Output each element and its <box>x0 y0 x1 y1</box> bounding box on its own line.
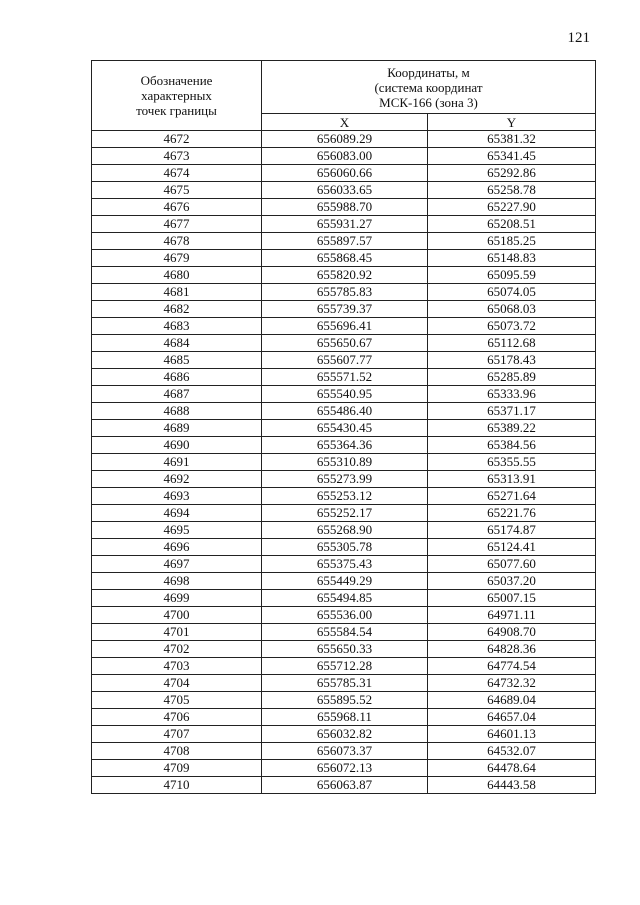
header-coords-line-1: Координаты, м <box>387 64 470 80</box>
x-coordinate-cell: 655252.17 <box>262 505 428 522</box>
point-id-cell: 4690 <box>92 437 262 454</box>
y-coordinate-cell: 64601.13 <box>428 726 596 743</box>
x-coordinate-cell: 655584.54 <box>262 624 428 641</box>
y-coordinate-cell: 65178.43 <box>428 352 596 369</box>
table-row <box>92 607 596 624</box>
y-coordinate-cell: 65389.22 <box>428 420 596 437</box>
y-coordinate-cell: 65221.76 <box>428 505 596 522</box>
point-id-cell: 4673 <box>92 148 262 165</box>
x-coordinate-cell: 655650.33 <box>262 641 428 658</box>
x-coordinate-cell: 655868.45 <box>262 250 428 267</box>
x-coordinate-cell: 655739.37 <box>262 301 428 318</box>
page-number: 121 <box>567 30 590 46</box>
point-id-cell: 4703 <box>92 658 262 675</box>
coordinates-table <box>91 60 596 794</box>
y-coordinate-cell: 65148.83 <box>428 250 596 267</box>
point-id-cell: 4696 <box>92 539 262 556</box>
point-id-cell: 4692 <box>92 471 262 488</box>
y-coordinate-cell: 65073.72 <box>428 318 596 335</box>
point-id-cell: 4677 <box>92 216 262 233</box>
y-coordinate-cell: 65068.03 <box>428 301 596 318</box>
header-point-designation <box>92 61 262 131</box>
point-id-cell: 4686 <box>92 369 262 386</box>
y-coordinate-cell: 65174.87 <box>428 522 596 539</box>
header-point-line-1: Обозначение <box>140 73 213 88</box>
point-id-cell: 4706 <box>92 709 262 726</box>
x-coordinate-cell: 656089.29 <box>262 131 428 148</box>
table-row <box>92 726 596 743</box>
point-id-cell: 4688 <box>92 403 262 420</box>
table-row <box>92 369 596 386</box>
point-id-cell: 4674 <box>92 165 262 182</box>
y-coordinate-cell: 64443.58 <box>428 777 596 794</box>
x-coordinate-cell: 656032.82 <box>262 726 428 743</box>
x-coordinate-cell: 655273.99 <box>262 471 428 488</box>
table-row <box>92 199 596 216</box>
point-id-cell: 4710 <box>92 777 262 794</box>
header-point-line-3: точек границы <box>136 103 217 118</box>
y-coordinate-cell: 65355.55 <box>428 454 596 471</box>
x-coordinate-cell: 656073.37 <box>262 743 428 760</box>
y-coordinate-cell: 65271.64 <box>428 488 596 505</box>
table-row <box>92 743 596 760</box>
point-id-cell: 4698 <box>92 573 262 590</box>
table-row <box>92 488 596 505</box>
x-coordinate-cell: 655375.43 <box>262 556 428 573</box>
x-coordinate-cell: 656083.00 <box>262 148 428 165</box>
table-row <box>92 641 596 658</box>
y-coordinate-cell: 64657.04 <box>428 709 596 726</box>
table-row <box>92 505 596 522</box>
x-coordinate-cell: 655268.90 <box>262 522 428 539</box>
table-row <box>92 454 596 471</box>
table-row <box>92 437 596 454</box>
table-row <box>92 692 596 709</box>
table-row <box>92 165 596 182</box>
point-id-cell: 4681 <box>92 284 262 301</box>
x-coordinate-cell: 655968.11 <box>262 709 428 726</box>
point-id-cell: 4675 <box>92 182 262 199</box>
y-coordinate-cell: 65371.17 <box>428 403 596 420</box>
table-row <box>92 709 596 726</box>
y-coordinate-cell: 65381.32 <box>428 131 596 148</box>
y-coordinate-cell: 65077.60 <box>428 556 596 573</box>
y-coordinate-cell: 65037.20 <box>428 573 596 590</box>
point-id-cell: 4684 <box>92 335 262 352</box>
point-id-cell: 4685 <box>92 352 262 369</box>
x-coordinate-cell: 655540.95 <box>262 386 428 403</box>
point-id-cell: 4691 <box>92 454 262 471</box>
table-row <box>92 216 596 233</box>
table-row <box>92 284 596 301</box>
point-id-cell: 4704 <box>92 675 262 692</box>
table-row <box>92 777 596 794</box>
point-id-cell: 4707 <box>92 726 262 743</box>
x-coordinate-cell: 656033.65 <box>262 182 428 199</box>
table-row <box>92 522 596 539</box>
x-coordinate-cell: 655449.29 <box>262 573 428 590</box>
table-row <box>92 471 596 488</box>
point-id-cell: 4700 <box>92 607 262 624</box>
y-coordinate-cell: 64689.04 <box>428 692 596 709</box>
table-row <box>92 335 596 352</box>
point-id-cell: 4709 <box>92 760 262 777</box>
table-row <box>92 301 596 318</box>
y-coordinate-cell: 65258.78 <box>428 182 596 199</box>
x-coordinate-cell: 655895.52 <box>262 692 428 709</box>
y-coordinate-cell: 65124.41 <box>428 539 596 556</box>
x-coordinate-cell: 655571.52 <box>262 369 428 386</box>
point-id-cell: 4695 <box>92 522 262 539</box>
x-coordinate-cell: 655305.78 <box>262 539 428 556</box>
table-row <box>92 760 596 777</box>
y-coordinate-cell: 65313.91 <box>428 471 596 488</box>
header-coordinates-group <box>262 61 596 114</box>
table-row <box>92 539 596 556</box>
y-coordinate-cell: 64908.70 <box>428 624 596 641</box>
x-coordinate-cell: 655897.57 <box>262 233 428 250</box>
x-coordinate-cell: 655310.89 <box>262 454 428 471</box>
point-id-cell: 4680 <box>92 267 262 284</box>
table-row <box>92 352 596 369</box>
y-coordinate-cell: 65112.68 <box>428 335 596 352</box>
point-id-cell: 4701 <box>92 624 262 641</box>
table-row <box>92 318 596 335</box>
x-coordinate-cell: 655785.83 <box>262 284 428 301</box>
table-row <box>92 420 596 437</box>
y-coordinate-cell: 65384.56 <box>428 437 596 454</box>
point-id-cell: 4705 <box>92 692 262 709</box>
y-coordinate-cell: 64478.64 <box>428 760 596 777</box>
y-coordinate-cell: 65292.86 <box>428 165 596 182</box>
table-row <box>92 590 596 607</box>
table-row <box>92 182 596 199</box>
x-coordinate-cell: 655536.00 <box>262 607 428 624</box>
x-coordinate-cell: 655650.67 <box>262 335 428 352</box>
x-coordinate-cell: 655785.31 <box>262 675 428 692</box>
header-coords-line-3: МСК-166 (зона 3) <box>379 94 478 110</box>
y-coordinate-cell: 65227.90 <box>428 199 596 216</box>
x-coordinate-cell: 655712.28 <box>262 658 428 675</box>
y-coordinate-cell: 65074.05 <box>428 284 596 301</box>
x-coordinate-cell: 655253.12 <box>262 488 428 505</box>
table-row <box>92 267 596 284</box>
x-coordinate-cell: 655696.41 <box>262 318 428 335</box>
point-id-cell: 4678 <box>92 233 262 250</box>
header-y: Y <box>428 114 596 131</box>
table-row <box>92 386 596 403</box>
point-id-cell: 4694 <box>92 505 262 522</box>
y-coordinate-cell: 64971.11 <box>428 607 596 624</box>
table-row <box>92 556 596 573</box>
x-coordinate-cell: 655988.70 <box>262 199 428 216</box>
point-id-cell: 4679 <box>92 250 262 267</box>
point-id-cell: 4702 <box>92 641 262 658</box>
header-coords-line-2: (система координат <box>374 79 483 95</box>
point-id-cell: 4687 <box>92 386 262 403</box>
point-id-cell: 4672 <box>92 131 262 148</box>
x-coordinate-cell: 655931.27 <box>262 216 428 233</box>
table-row <box>92 148 596 165</box>
table-row <box>92 675 596 692</box>
table-row <box>92 131 596 148</box>
y-coordinate-cell: 64532.07 <box>428 743 596 760</box>
header-point-line-2: характерных <box>141 88 212 103</box>
y-coordinate-cell: 65185.25 <box>428 233 596 250</box>
header-x: X <box>262 114 428 131</box>
x-coordinate-cell: 655486.40 <box>262 403 428 420</box>
y-coordinate-cell: 64828.36 <box>428 641 596 658</box>
x-coordinate-cell: 656060.66 <box>262 165 428 182</box>
x-coordinate-cell: 655430.45 <box>262 420 428 437</box>
x-coordinate-cell: 656072.13 <box>262 760 428 777</box>
x-coordinate-cell: 656063.87 <box>262 777 428 794</box>
table-row <box>92 624 596 641</box>
y-coordinate-cell: 64774.54 <box>428 658 596 675</box>
y-coordinate-cell: 65007.15 <box>428 590 596 607</box>
table-body <box>92 131 596 794</box>
y-coordinate-cell: 65095.59 <box>428 267 596 284</box>
point-id-cell: 4697 <box>92 556 262 573</box>
y-coordinate-cell: 65341.45 <box>428 148 596 165</box>
y-coordinate-cell: 65208.51 <box>428 216 596 233</box>
x-coordinate-cell: 655494.85 <box>262 590 428 607</box>
table-row <box>92 658 596 675</box>
y-coordinate-cell: 65285.89 <box>428 369 596 386</box>
point-id-cell: 4689 <box>92 420 262 437</box>
point-id-cell: 4682 <box>92 301 262 318</box>
table-row <box>92 403 596 420</box>
x-coordinate-cell: 655364.36 <box>262 437 428 454</box>
point-id-cell: 4699 <box>92 590 262 607</box>
y-coordinate-cell: 64732.32 <box>428 675 596 692</box>
table-row <box>92 250 596 267</box>
x-coordinate-cell: 655607.77 <box>262 352 428 369</box>
table-row <box>92 573 596 590</box>
x-coordinate-cell: 655820.92 <box>262 267 428 284</box>
table-row <box>92 233 596 250</box>
point-id-cell: 4693 <box>92 488 262 505</box>
y-coordinate-cell: 65333.96 <box>428 386 596 403</box>
point-id-cell: 4708 <box>92 743 262 760</box>
point-id-cell: 4676 <box>92 199 262 216</box>
point-id-cell: 4683 <box>92 318 262 335</box>
